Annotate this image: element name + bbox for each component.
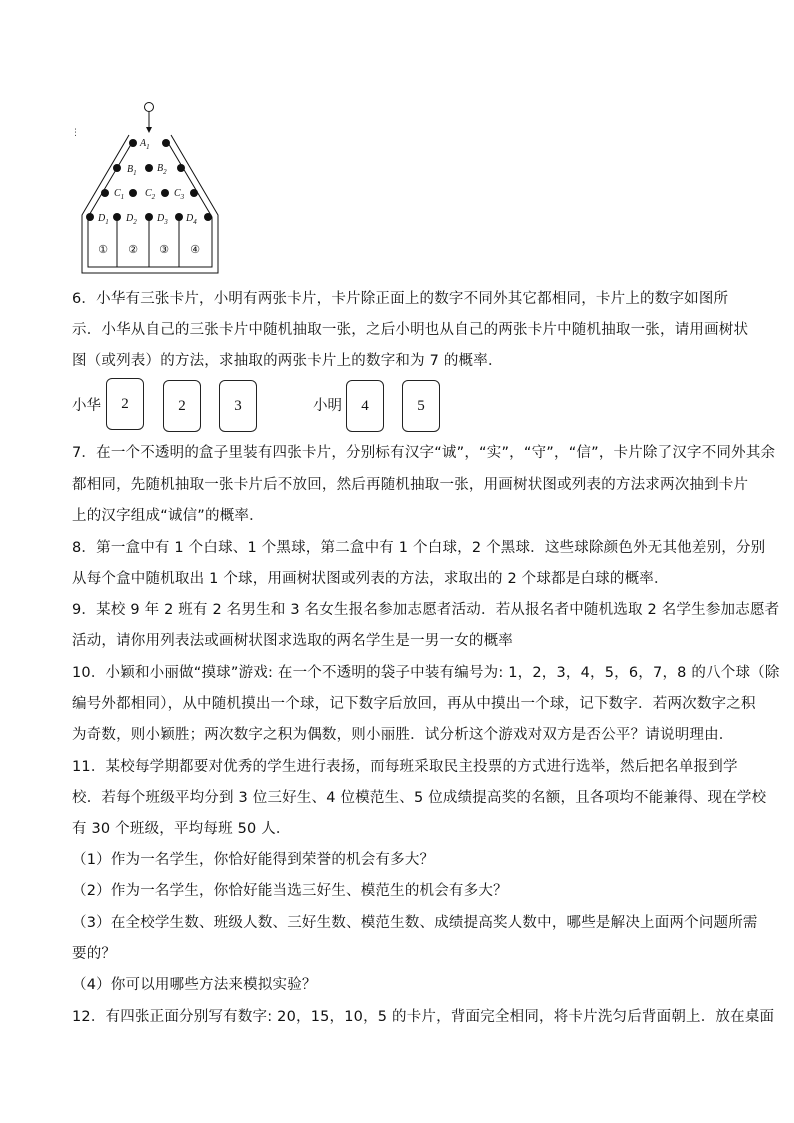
label-C3: $C_3$	[174, 188, 185, 201]
q11-sub-1: （1）作为一名学生，你恰好能得到荣誉的机会有多大？	[72, 852, 435, 868]
q10-line-3: 为奇数，则小颖胜；两次数字之积为偶数，则小丽胜．试分析这个游戏对双方是否公平？请说明理由．	[72, 727, 734, 743]
q10-line-1: 10．小颖和小丽做“摸球”游戏: 在一个不透明的袋子中装有编号为: 1，2，3，4，5，6，7，8 的八个球（除	[72, 665, 780, 681]
xiaohua-label: 小华	[72, 398, 101, 414]
q11-line-3: 有 30 个班级，平均每班 50 人．	[72, 821, 291, 837]
galton-board-diagram	[70, 95, 230, 280]
label-C1: $C_1$	[114, 188, 125, 201]
q7-line-1: 7．在一个不透明的盒子里装有四张卡片，分别标有汉字“诚”，“实”，“守”，“信”，卡片除了汉字不同外其余	[72, 445, 776, 461]
slot-2-label: ②	[128, 243, 138, 256]
q10-line-2: 编号外都相同），从中随机摸出一个球，记下数字后放回，再从中摸出一个球，记下数字．若两次数字之积	[72, 696, 756, 712]
q9-line-1: 9．某校 9 年 2 班有 2 名男生和 3 名女生报名参加志愿者活动．若从报名者中随机选取 2 名学生参加志愿者	[72, 602, 780, 618]
q6-line-2: 示．小华从自己的三张卡片中随机抽取一张，之后小明也从自己的两张卡片中随机抽取一张，请用画树状	[72, 322, 749, 338]
label-B1: $B_1$	[127, 164, 137, 177]
slot-3-label: ③	[159, 243, 169, 256]
xiaohua-card-2: 2	[163, 380, 201, 432]
xiaoming-label: 小明	[313, 398, 342, 414]
q9-line-2: 活动，请你用列表法或画树状图求选取的两名学生是一男一女的概率	[72, 633, 513, 649]
q7-line-3: 上的汉字组成“诚信”的概率．	[72, 508, 264, 524]
xiaoming-card-1: 4	[346, 380, 384, 432]
q6-line-3: 图（或列表）的方法，求抽取的两张卡片上的数字和为 7 的概率．	[72, 353, 503, 369]
q12-line-1: 12．有四张正面分别写有数字: 20，15，10，5 的卡片，背面完全相同，将卡片洗匀后背面朝上．放在桌面	[72, 1009, 775, 1025]
q8-line-2: 从每个盒中随机取出 1 个球，用画树状图或列表的方法，求取出的 2 个球都是白球的概率．	[72, 571, 669, 587]
slot-4-label: ④	[190, 243, 200, 256]
margin-mark: ⋮	[71, 128, 80, 138]
q11-line-2: 校．若每个班级平均分到 3 位三好生、4 位模范生、5 位成绩提高奖的名额，且各项均不能兼得、现在学校	[72, 790, 767, 806]
label-B2: $B_2$	[157, 163, 167, 176]
label-D2: $D_2$	[126, 213, 137, 226]
q11-sub-4: （4）你可以用哪些方法来模拟实验？	[72, 977, 317, 993]
slot-1-label: ①	[98, 243, 108, 256]
label-D1: $D_1$	[98, 213, 109, 226]
q11-sub-3: （3）在全校学生数、班级人数、三好生数、模范生数、成绩提高奖人数中，哪些是解决上面两个问题所需	[72, 915, 758, 931]
pegs	[86, 139, 212, 221]
q11-sub-2: （2）作为一名学生，你恰好能当选三好生、模范生的机会有多大？	[72, 883, 508, 899]
label-D4: $D_4$	[186, 213, 197, 226]
q11-sub-3-cont: 要的？	[72, 946, 117, 962]
xiaoming-card-2: 5	[402, 380, 440, 432]
q7-line-2: 都相同，先随机抽取一张卡片后不放回，然后再随机抽取一张，用画树状图或列表的方法求两次抽到卡片	[72, 477, 749, 493]
dropping-ball	[145, 103, 154, 112]
q11-line-1: 11．某校每学期都要对优秀的学生进行表扬，而每班采取民主投票的方式进行选举，然后把名单报到学	[72, 759, 738, 775]
q6-line-1: 6．小华有三张卡片，小明有两张卡片，卡片除正面上的数字不同外其它都相同，卡片上的数字如图所	[72, 291, 729, 307]
q8-line-1: 8．第一盒中有 1 个白球、1 个黑球，第二盒中有 1 个白球，2 个黑球．这些球除颜色外无其他差别，分别	[72, 540, 766, 556]
xiaohua-card-3: 3	[219, 380, 257, 432]
label-D3: $D_3$	[157, 213, 168, 226]
xiaohua-card-1: 2	[106, 378, 144, 430]
label-A1: $A_1$	[140, 138, 150, 151]
label-C2: $C_2$	[145, 188, 156, 201]
